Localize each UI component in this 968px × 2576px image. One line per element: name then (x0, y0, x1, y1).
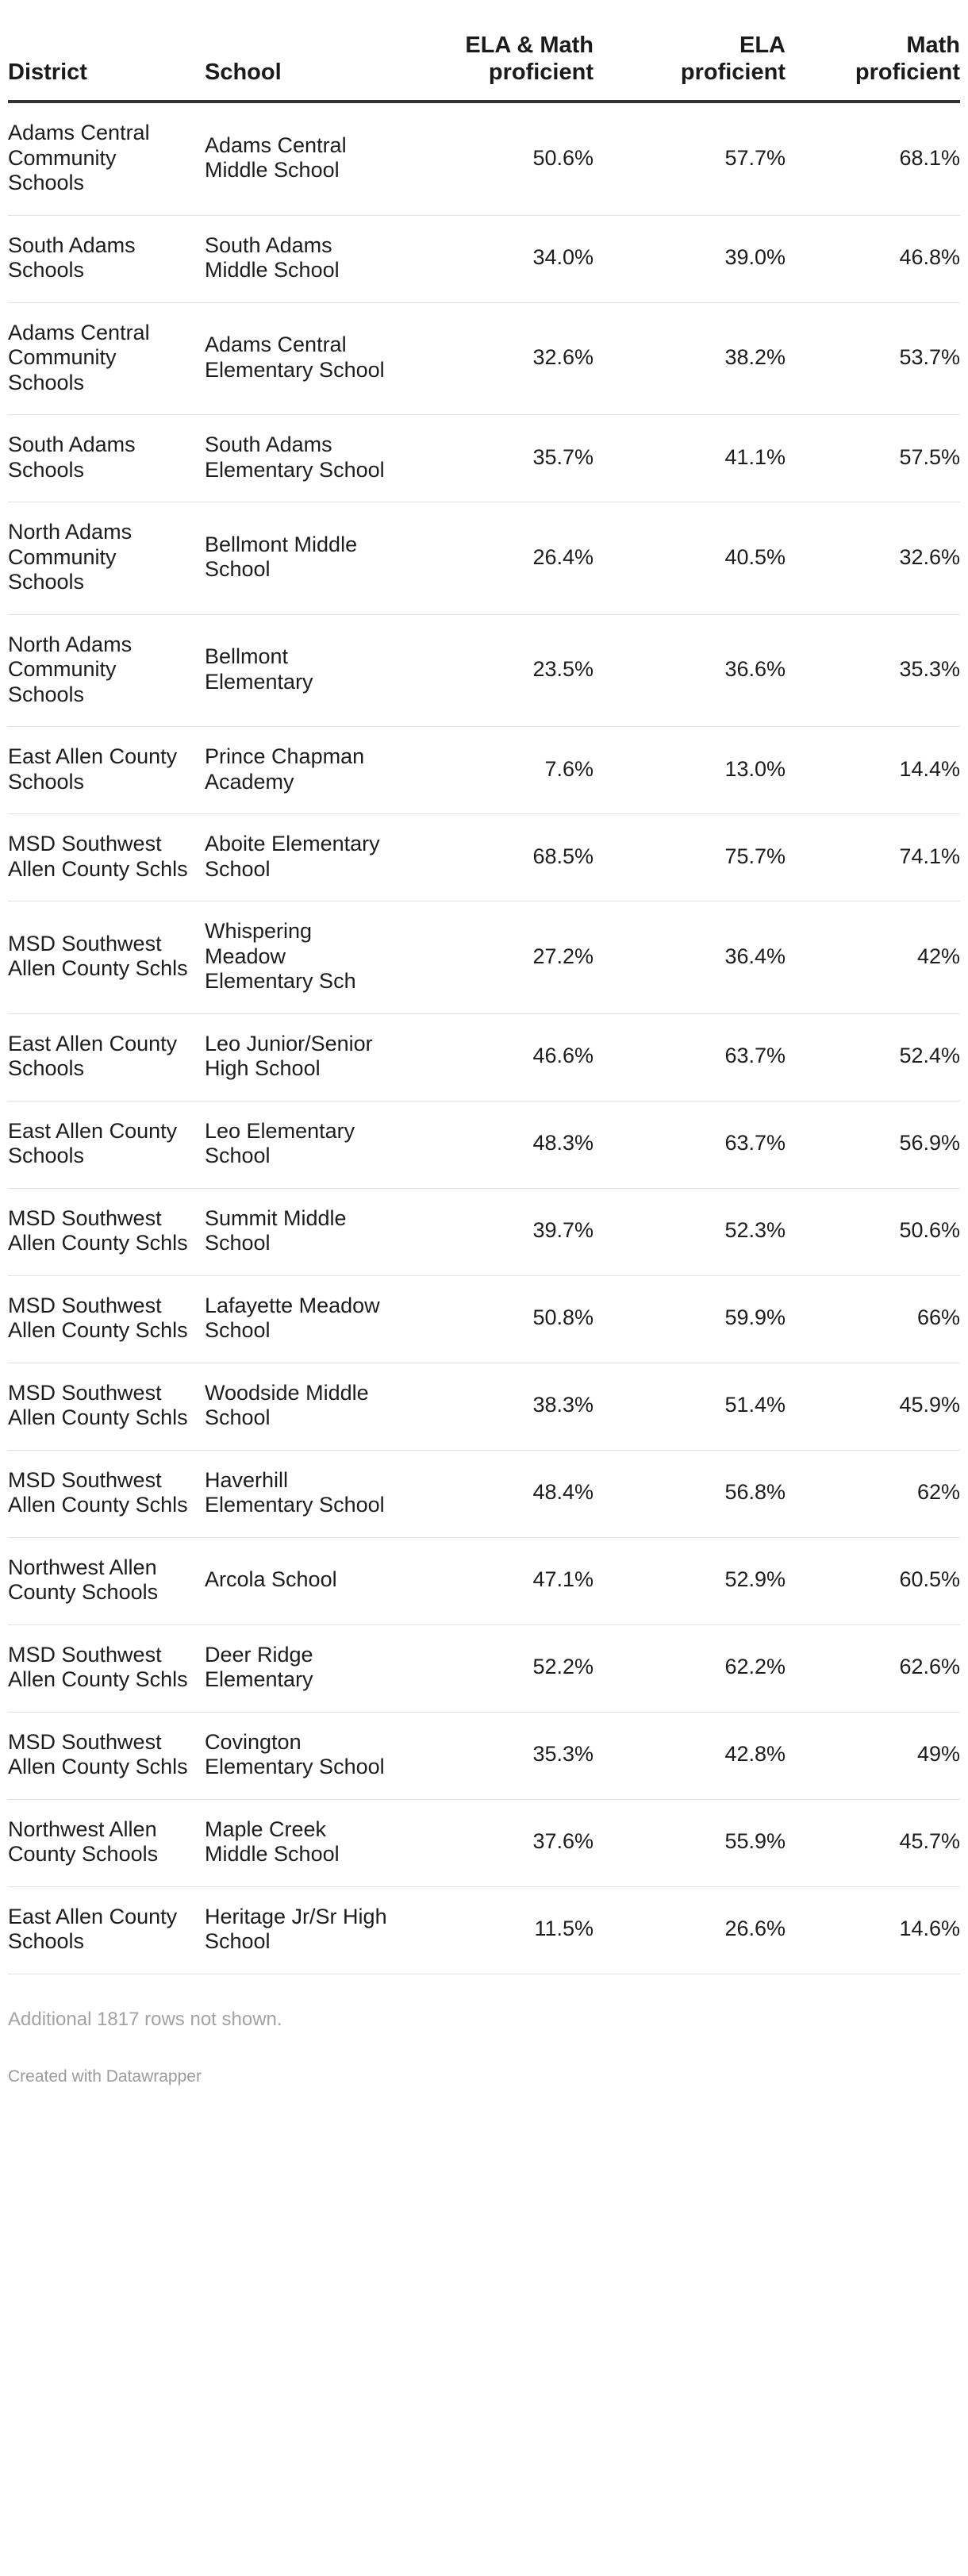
cell-ela: 40.5% (593, 502, 786, 615)
cell-district: Adams Central Community Schools (8, 102, 205, 215)
column-header-ela-math[interactable] (401, 32, 593, 102)
data-table (8, 32, 960, 1974)
cell-math: 60.5% (786, 1537, 960, 1624)
column-header-school[interactable] (205, 32, 401, 102)
table-row (8, 1450, 960, 1537)
cell-ela: 75.7% (593, 814, 786, 902)
table-row (8, 614, 960, 727)
cell-school: South Adams Middle School (205, 215, 401, 302)
credit-line: Created with Datawrapper (8, 2067, 202, 2086)
cell-ela-math: 27.2% (401, 902, 593, 1014)
cell-district: MSD Southwest Allen County Schls (8, 1624, 205, 1712)
cell-ela: 57.7% (593, 102, 786, 215)
cell-ela: 39.0% (593, 215, 786, 302)
table-header (8, 32, 960, 102)
cell-ela-math: 47.1% (401, 1537, 593, 1624)
cell-district: East Allen County Schools (8, 727, 205, 814)
cell-ela-math: 52.2% (401, 1624, 593, 1712)
cell-district: MSD Southwest Allen County Schls (8, 1363, 205, 1450)
cell-district: North Adams Community Schools (8, 502, 205, 615)
table-row (8, 1799, 960, 1886)
cell-math: 45.7% (786, 1799, 960, 1886)
table-row (8, 1013, 960, 1101)
cell-math: 35.3% (786, 614, 960, 727)
cell-district: Northwest Allen County Schools (8, 1537, 205, 1624)
table-body (8, 102, 960, 1974)
cell-district: MSD Southwest Allen County Schls (8, 902, 205, 1014)
table-row (8, 1275, 960, 1363)
cell-ela: 63.7% (593, 1101, 786, 1188)
table-container (8, 0, 960, 2087)
cell-ela: 51.4% (593, 1363, 786, 1450)
cell-math: 62% (786, 1450, 960, 1537)
table-row (8, 302, 960, 415)
cell-ela-math: 23.5% (401, 614, 593, 727)
cell-math: 14.4% (786, 727, 960, 814)
table-row (8, 415, 960, 502)
table-notes: Additional 1817 rows not shown. (8, 2008, 282, 2030)
cell-ela-math: 32.6% (401, 302, 593, 415)
cell-ela-math: 50.8% (401, 1275, 593, 1363)
table-row (8, 902, 960, 1014)
table-row (8, 1712, 960, 1799)
cell-school: Woodside Middle School (205, 1363, 401, 1450)
cell-math: 32.6% (786, 502, 960, 615)
cell-ela-math: 35.7% (401, 415, 593, 502)
cell-school: Deer Ridge Elementary (205, 1624, 401, 1712)
cell-school: Leo Junior/Senior High School (205, 1013, 401, 1101)
cell-math: 50.6% (786, 1188, 960, 1275)
table-row (8, 727, 960, 814)
cell-school: Aboite Elementary School (205, 814, 401, 902)
table-row (8, 1363, 960, 1450)
column-header-math[interactable] (786, 32, 960, 102)
cell-district: East Allen County Schools (8, 1013, 205, 1101)
cell-ela-math: 48.4% (401, 1450, 593, 1537)
column-header-line1: ELA (739, 33, 786, 58)
cell-ela-math: 35.3% (401, 1712, 593, 1799)
cell-school: Summit Middle School (205, 1188, 401, 1275)
cell-ela-math: 37.6% (401, 1799, 593, 1886)
column-header-district[interactable] (8, 32, 205, 102)
cell-district: South Adams Schools (8, 215, 205, 302)
cell-math: 57.5% (786, 415, 960, 502)
cell-ela: 52.3% (593, 1188, 786, 1275)
cell-district: MSD Southwest Allen County Schls (8, 1712, 205, 1799)
cell-district: Northwest Allen County Schools (8, 1799, 205, 1886)
cell-school: South Adams Elementary School (205, 415, 401, 502)
cell-ela: 36.4% (593, 902, 786, 1014)
table-row (8, 502, 960, 615)
column-header-line2: proficient (680, 60, 786, 85)
column-header-ela[interactable] (593, 32, 786, 102)
cell-math: 66% (786, 1275, 960, 1363)
cell-math: 56.9% (786, 1101, 960, 1188)
cell-school: Prince Chapman Academy (205, 727, 401, 814)
cell-ela: 56.8% (593, 1450, 786, 1537)
column-header-line1: Math (906, 33, 960, 58)
cell-school: Maple Creek Middle School (205, 1799, 401, 1886)
cell-ela-math: 39.7% (401, 1188, 593, 1275)
cell-math: 68.1% (786, 102, 960, 215)
cell-school: Adams Central Elementary School (205, 302, 401, 415)
cell-ela-math: 68.5% (401, 814, 593, 902)
cell-school: Covington Elementary School (205, 1712, 401, 1799)
cell-district: MSD Southwest Allen County Schls (8, 814, 205, 902)
cell-school: Leo Elementary School (205, 1101, 401, 1188)
cell-ela-math: 46.6% (401, 1013, 593, 1101)
cell-ela: 13.0% (593, 727, 786, 814)
cell-ela: 62.2% (593, 1624, 786, 1712)
cell-math: 52.4% (786, 1013, 960, 1101)
cell-ela: 59.9% (593, 1275, 786, 1363)
column-header-line2: proficient (488, 60, 593, 85)
cell-district: North Adams Community Schools (8, 614, 205, 727)
cell-ela: 38.2% (593, 302, 786, 415)
cell-ela-math: 48.3% (401, 1101, 593, 1188)
column-header-line2: proficient (855, 60, 960, 85)
cell-math: 74.1% (786, 814, 960, 902)
cell-district: East Allen County Schools (8, 1886, 205, 1974)
cell-school: Heritage Jr/Sr High School (205, 1886, 401, 1974)
cell-school: Bellmont Elementary (205, 614, 401, 727)
cell-school: Lafayette Meadow School (205, 1275, 401, 1363)
cell-math: 14.6% (786, 1886, 960, 1974)
cell-ela-math: 11.5% (401, 1886, 593, 1974)
cell-district: MSD Southwest Allen County Schls (8, 1188, 205, 1275)
cell-school: Adams Central Middle School (205, 102, 401, 215)
column-header-line2: School (205, 60, 282, 85)
cell-school: Whispering Meadow Elementary Sch (205, 902, 401, 1014)
header-row (8, 32, 960, 102)
cell-ela: 55.9% (593, 1799, 786, 1886)
cell-ela-math: 38.3% (401, 1363, 593, 1450)
table-row (8, 102, 960, 215)
cell-district: MSD Southwest Allen County Schls (8, 1450, 205, 1537)
cell-ela: 41.1% (593, 415, 786, 502)
cell-math: 49% (786, 1712, 960, 1799)
table-row (8, 1188, 960, 1275)
table-row (8, 1537, 960, 1624)
cell-district: South Adams Schools (8, 415, 205, 502)
cell-school: Bellmont Middle School (205, 502, 401, 615)
table-row (8, 1624, 960, 1712)
cell-math: 46.8% (786, 215, 960, 302)
cell-ela: 26.6% (593, 1886, 786, 1974)
cell-school: Haverhill Elementary School (205, 1450, 401, 1537)
cell-ela-math: 26.4% (401, 502, 593, 615)
cell-math: 53.7% (786, 302, 960, 415)
cell-ela: 63.7% (593, 1013, 786, 1101)
table-row (8, 814, 960, 902)
cell-district: MSD Southwest Allen County Schls (8, 1275, 205, 1363)
cell-ela: 36.6% (593, 614, 786, 727)
cell-ela-math: 7.6% (401, 727, 593, 814)
table-row (8, 1101, 960, 1188)
cell-math: 45.9% (786, 1363, 960, 1450)
column-header-line2: District (8, 60, 87, 85)
cell-ela: 52.9% (593, 1537, 786, 1624)
cell-ela-math: 50.6% (401, 102, 593, 215)
table-row (8, 215, 960, 302)
cell-math: 62.6% (786, 1624, 960, 1712)
column-header-line1: ELA & Math (465, 33, 593, 58)
cell-district: East Allen County Schools (8, 1101, 205, 1188)
table-row (8, 1886, 960, 1974)
cell-ela-math: 34.0% (401, 215, 593, 302)
cell-school: Arcola School (205, 1537, 401, 1624)
cell-math: 42% (786, 902, 960, 1014)
cell-district: Adams Central Community Schools (8, 302, 205, 415)
cell-ela: 42.8% (593, 1712, 786, 1799)
